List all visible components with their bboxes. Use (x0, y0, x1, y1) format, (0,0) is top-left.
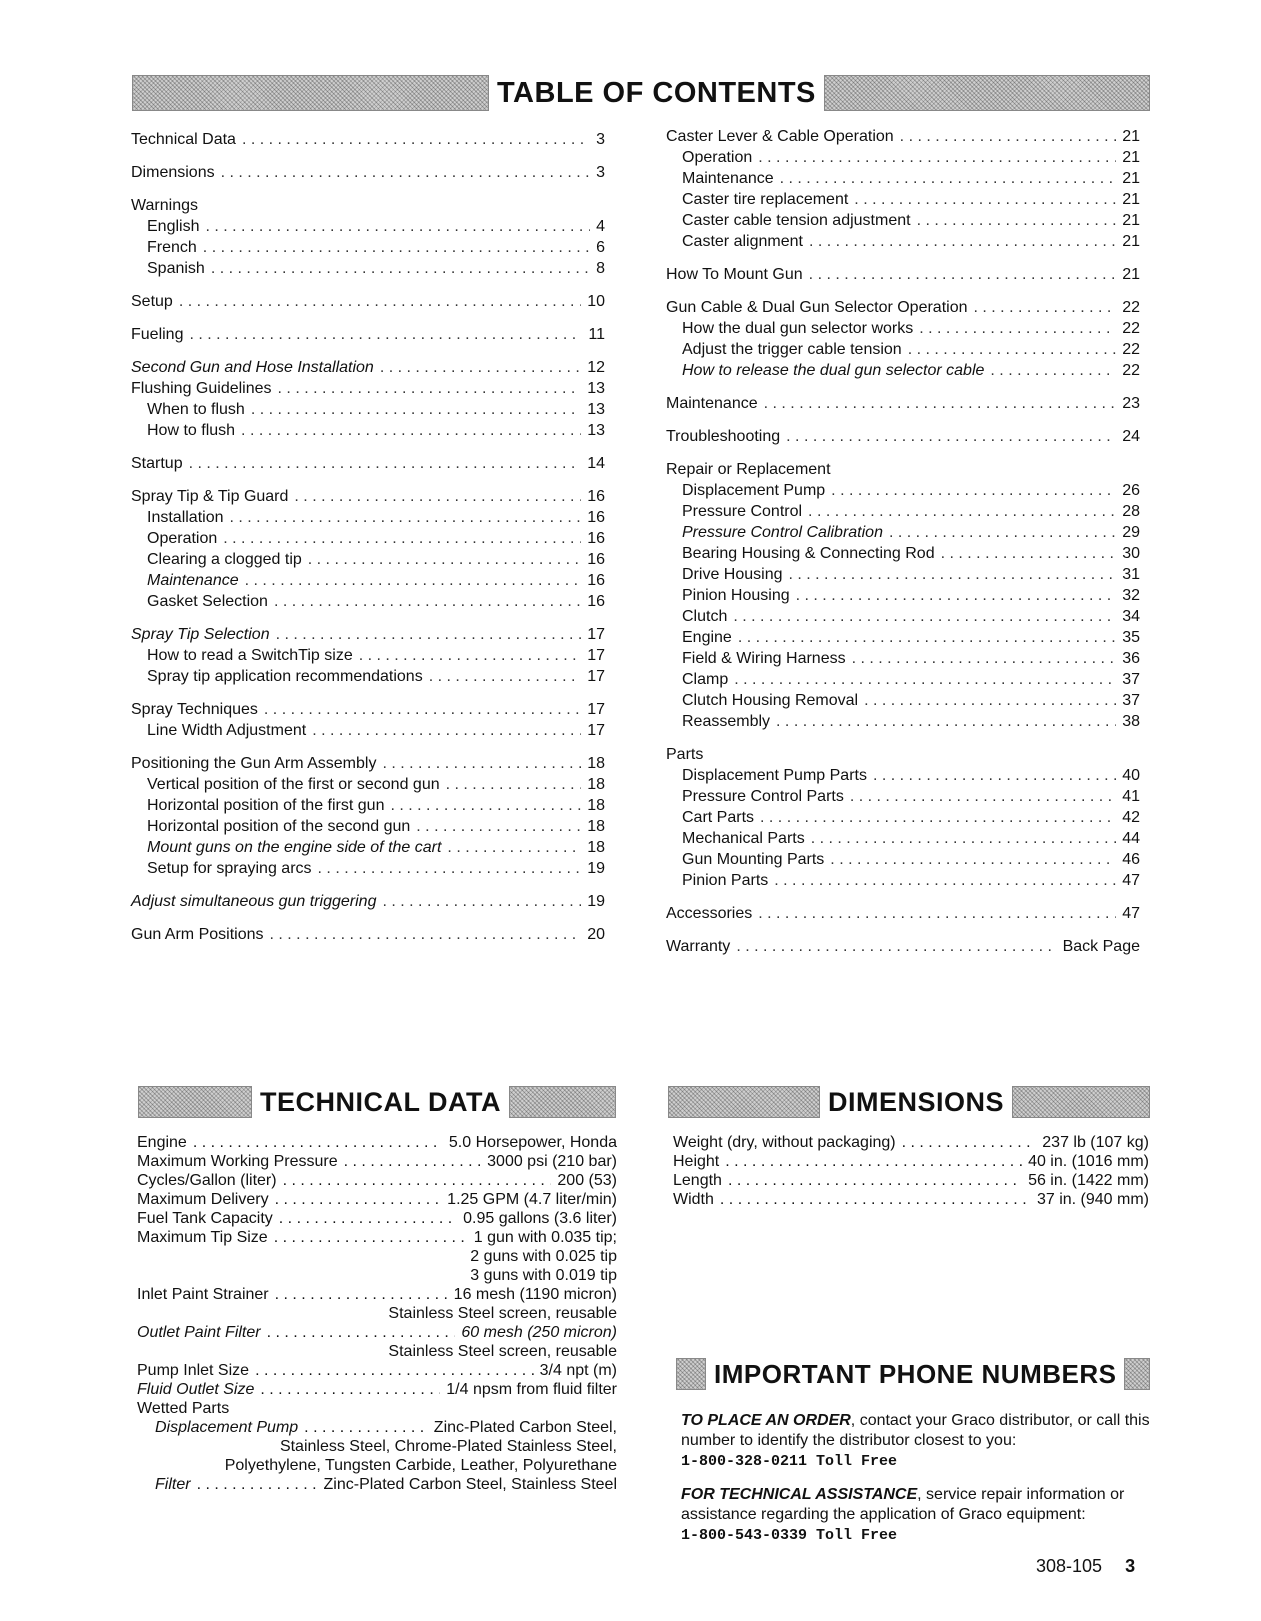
tech-assistance-info (681, 1485, 1151, 1546)
phone-hatch-left (676, 1358, 706, 1390)
toc-entry: Mount guns on the engine side of the cart . . . 18 (131, 837, 605, 858)
toc-entry: Displacement Pump . . . 26 (666, 480, 1140, 501)
toc-entry: Bearing Housing & Connecting Rod . . . 30 (666, 543, 1140, 564)
toc-entry: Adjust the trigger cable tension . . . 22 (666, 339, 1140, 360)
toc-entry: Caster tire replacement . . . 21 (666, 189, 1140, 210)
toc-entry: Maintenance . . . 21 (666, 168, 1140, 189)
toc-entry: Technical Data . . . 3 (131, 129, 605, 150)
technical-data-hatch-right (509, 1086, 616, 1118)
toc-entry: Clearing a clogged tip . . . 16 (131, 549, 605, 570)
toc-entry: Pinion Housing . . . 32 (666, 585, 1140, 606)
page-number: 3 (1125, 1556, 1136, 1576)
toc-group-heading: Repair or Replacement (666, 461, 831, 478)
spec-row: Pump Inlet Size . . . 3/4 npt (m) (137, 1361, 617, 1380)
toc-entry: Field & Wiring Harness . . . 36 (666, 648, 1140, 669)
spec-continuation: 3 guns with 0.019 tip (470, 1267, 617, 1284)
phone-header (676, 1358, 1150, 1390)
toc-entry: Mechanical Parts . . . 44 (666, 828, 1140, 849)
toc-entry: Engine . . . 35 (666, 627, 1140, 648)
spec-continuation: Polyethylene, Tungsten Carbide, Leather, Polyurethane (224, 1457, 617, 1474)
toc-entry: Cart Parts . . . 42 (666, 807, 1140, 828)
toc-entry: Setup . . . 10 (131, 291, 605, 312)
toc-entry: Spanish . . . 8 (131, 258, 605, 279)
order-phone-number: 1-800-328-0211 Toll Free (681, 1453, 898, 1470)
spec-row: Displacement Pump . . . Zinc-Plated Carbon Steel, (137, 1418, 617, 1437)
toc-entry: Startup . . . 14 (131, 453, 605, 474)
toc-entry: Spray tip application recommendations . . . 17 (131, 666, 605, 687)
toc-entry: Clutch Housing Removal . . . 37 (666, 690, 1140, 711)
toc-entry: French . . . 6 (131, 237, 605, 258)
toc-entry: Fueling . . . 11 (131, 324, 605, 345)
spec-row: Outlet Paint Filter . . . 60 mesh (250 micron) (137, 1323, 617, 1342)
toc-entry: Accessories . . . 47 (666, 903, 1140, 924)
toc-entry: Flushing Guidelines . . . 13 (131, 378, 605, 399)
toc-entry: Gun Mounting Parts . . . 46 (666, 849, 1140, 870)
technical-data-hatch-left (138, 1086, 252, 1118)
toc-header-hatch-right (824, 75, 1150, 111)
toc-entry: Spray Tip Selection . . . 17 (131, 624, 605, 645)
toc-entry: How to flush . . . 13 (131, 420, 605, 441)
toc-entry: Setup for spraying arcs . . . 19 (131, 858, 605, 879)
spec-row: Fuel Tank Capacity . . . 0.95 gallons (3.6 liter) (137, 1209, 617, 1228)
toc-entry: Pinion Parts . . . 47 (666, 870, 1140, 891)
order-text: , contact your Graco distributor, or call this number to identify the distributor closest to you: (681, 1412, 1150, 1449)
toc-entry: Clutch . . . 34 (666, 606, 1140, 627)
toc-entry: Vertical position of the first or second gun . . . 18 (131, 774, 605, 795)
phone-title: IMPORTANT PHONE NUMBERS (714, 1358, 1117, 1389)
dimensions-hatch-left (668, 1086, 820, 1118)
toc-entry: Troubleshooting . . . 24 (666, 426, 1140, 447)
toc-entry: Pressure Control . . . 28 (666, 501, 1140, 522)
spec-row: Engine . . . 5.0 Horsepower, Honda (137, 1133, 617, 1152)
toc-entry: Horizontal position of the first gun . . . 18 (131, 795, 605, 816)
toc-entry: Line Width Adjustment . . . 17 (131, 720, 605, 741)
spec-row: Filter . . . Zinc-Plated Carbon Steel, Stainless Steel (137, 1475, 617, 1494)
toc-entry: Positioning the Gun Arm Assembly . . . 18 (131, 753, 605, 774)
toc-left-column (131, 129, 605, 945)
spec-continuation: Stainless Steel screen, reusable (388, 1305, 617, 1322)
spec-row: Height . . . 40 in. (1016 mm) (673, 1152, 1149, 1171)
toc-entry: Caster cable tension adjustment . . . 21 (666, 210, 1140, 231)
toc-entry: Horizontal position of the second gun . . . 18 (131, 816, 605, 837)
spec-continuation: Stainless Steel, Chrome-Plated Stainless Steel, (279, 1438, 617, 1455)
doc-number: 308-105 (1036, 1556, 1103, 1576)
toc-entry: Maintenance . . . 23 (666, 393, 1140, 414)
toc-entry: Spray Tip & Tip Guard . . . 16 (131, 486, 605, 507)
spec-continuation: 2 guns with 0.025 tip (470, 1248, 617, 1265)
toc-entry: Displacement Pump Parts . . . 40 (666, 765, 1140, 786)
toc-right-column (666, 126, 1140, 957)
toc-group-heading: Warnings (131, 197, 198, 214)
toc-entry: Clamp . . . 37 (666, 669, 1140, 690)
toc-entry: Operation . . . 16 (131, 528, 605, 549)
toc-entry: Drive Housing . . . 31 (666, 564, 1140, 585)
toc-entry: Installation . . . 16 (131, 507, 605, 528)
toc-entry: Caster alignment . . . 21 (666, 231, 1140, 252)
toc-entry: Warranty . . . Back Page (666, 936, 1140, 957)
dimensions-list (673, 1133, 1149, 1209)
spec-row: Weight (dry, without packaging) . . . 237 lb (107 kg) (673, 1133, 1149, 1152)
toc-group-heading: Parts (666, 746, 704, 763)
spec-row: Wetted Parts (137, 1400, 230, 1417)
spec-row: Width . . . 37 in. (940 mm) (673, 1190, 1149, 1209)
toc-entry: Gun Cable & Dual Gun Selector Operation . . . 22 (666, 297, 1140, 318)
tech-phone-number: 1-800-543-0339 Toll Free (681, 1527, 898, 1544)
toc-entry: Pressure Control Calibration . . . 29 (666, 522, 1140, 543)
spec-row: Maximum Working Pressure . . . 3000 psi (210 bar) (137, 1152, 617, 1171)
technical-data-title: TECHNICAL DATA (260, 1086, 501, 1117)
toc-header (132, 75, 1150, 111)
page-footer (1036, 1556, 1135, 1577)
dimensions-header (668, 1086, 1150, 1118)
toc-entry: How to release the dual gun selector cable . . . 22 (666, 360, 1140, 381)
toc-entry: Spray Techniques . . . 17 (131, 699, 605, 720)
toc-entry: Gasket Selection . . . 16 (131, 591, 605, 612)
toc-entry: Caster Lever & Cable Operation . . . 21 (666, 126, 1140, 147)
spec-row: Maximum Tip Size . . . 1 gun with 0.035 tip; (137, 1228, 617, 1247)
toc-entry: How To Mount Gun . . . 21 (666, 264, 1140, 285)
toc-title: TABLE OF CONTENTS (497, 76, 816, 109)
toc-entry: How the dual gun selector works . . . 22 (666, 318, 1140, 339)
toc-entry: How to read a SwitchTip size . . . 17 (131, 645, 605, 666)
toc-entry: Maintenance . . . 16 (131, 570, 605, 591)
toc-entry: Dimensions . . . 3 (131, 162, 605, 183)
dimensions-hatch-right (1012, 1086, 1150, 1118)
technical-data-header (138, 1086, 616, 1118)
toc-entry: Second Gun and Hose Installation . . . 12 (131, 357, 605, 378)
toc-entry: When to flush . . . 13 (131, 399, 605, 420)
order-lead: TO PLACE AN ORDER (681, 1412, 851, 1429)
dimensions-title: DIMENSIONS (828, 1086, 1005, 1117)
spec-row: Maximum Delivery . . . 1.25 GPM (4.7 liter/min) (137, 1190, 617, 1209)
toc-entry: Reassembly . . . 38 (666, 711, 1140, 732)
spec-row: Length . . . 56 in. (1422 mm) (673, 1171, 1149, 1190)
phone-hatch-right (1124, 1358, 1150, 1390)
toc-entry: Operation . . . 21 (666, 147, 1140, 168)
toc-entry: Gun Arm Positions . . . 20 (131, 924, 605, 945)
spec-row: Fluid Outlet Size . . . 1/4 npsm from fluid filter (137, 1380, 617, 1399)
tech-text: , service repair information or assistance regarding the application of Graco equipment: (681, 1486, 1125, 1523)
technical-data-list (137, 1133, 617, 1494)
spec-row: Inlet Paint Strainer . . . 16 mesh (1190 micron) (137, 1285, 617, 1304)
tech-lead: FOR TECHNICAL ASSISTANCE (681, 1486, 918, 1503)
spec-continuation: Stainless Steel screen, reusable (388, 1343, 617, 1360)
toc-entry: Adjust simultaneous gun triggering . . . 19 (131, 891, 605, 912)
toc-entry: English . . . 4 (131, 216, 605, 237)
order-info (681, 1411, 1151, 1472)
toc-entry: Pressure Control Parts . . . 41 (666, 786, 1140, 807)
toc-header-hatch-left (132, 75, 489, 111)
spec-row: Cycles/Gallon (liter) . . . 200 (53) (137, 1171, 617, 1190)
